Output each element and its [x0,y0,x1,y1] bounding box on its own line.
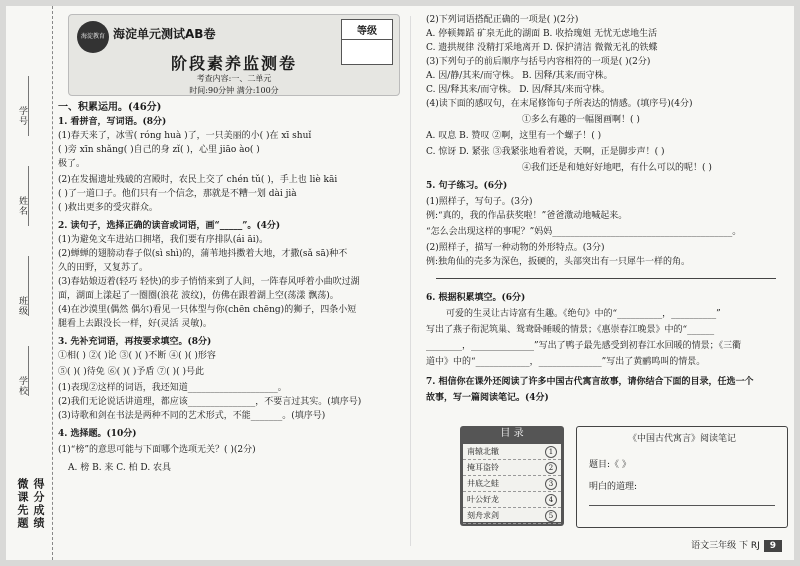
list-item: 刻舟求剑 5 [463,508,561,524]
question-line: ( )了一道口子。他们只有一个信念，那就是不糟一划 dài jià [58,189,297,199]
question-line: 久的田野，又复苏了。 [58,263,149,273]
question-line: A. 因/静/其来/而守株。 B. 因释/其来/而守株。 [426,71,613,81]
question-line: (2)下列词语搭配正确的一项是( )(2分) [426,15,579,25]
question-line: (2)在发掘遗址残破的宫殿时，农民上交了 chén tǔ( )，手上也 liè kāi [58,175,338,185]
question-line: (1)为避免文车进站口拥堵，我们要有序排队(ái āi)。 [58,235,269,245]
question-line: 写出了燕子衔泥筑巢、鸳鸯卧睡暖的情景；《惠崇春江晚景》中的“______ [426,325,715,335]
exam-header [68,14,400,96]
note-field-title[interactable]: 题目:《 》 [589,460,631,470]
fold-text: 微课先题 [16,478,29,530]
right-page [426,10,786,556]
question-2: 2. 读句子，选择正确的读音或词语，画“_____”。(4分) [58,221,281,231]
question-line: 极了。 [58,159,86,169]
table-of-contents [460,426,564,526]
binding-line [28,166,29,226]
question-line: ________，______________”写出了鸭子最先感受到初春江水回暖的情景；《三衢 [426,341,742,351]
question-7: 7. 相信你在课外还阅读了许多中国古代寓言故事，请你结合下面的目录，任选一个 [426,377,754,387]
question-line: A. 叹息 B. 赞叹 ②啊，这里有一个螺子！( ) [426,131,602,141]
question-line: C. 惊讶 D. 紧张 ③我紧张地看着说，天啊，正是脚步声！( ) [426,147,665,157]
question-line: (4)读下面的感叹句，在末尾修饰句子所表达的情感。(填序号)(4分) [426,99,693,109]
class-label: 班级 [17,296,27,316]
question-line: A. 停顿舞蹈 矿泉无此的湖面 B. 收拾瑰姐 无忧无虑地生活 [426,29,658,39]
note-field-lesson[interactable]: 明白的道理: [589,482,638,492]
question-6: 6. 根据积累填空。(6分) [426,293,526,303]
question-line: (1)表现②这样的词语，我还知道____________________。 [58,383,287,393]
question-line: ④我们还是和她好好地吧，有什么可以的呢！( ) [522,163,712,173]
answer-line[interactable] [436,278,776,279]
question-line: C. 遗拱规律 没精打采地离开 D. 保护清洁 微微无礼的铁蝶 [426,43,658,53]
question-line: ⑤( )( )待免 ⑥( )( )予盾 ⑦( )( )号此 [58,367,205,377]
grade-label: 等级 [342,20,392,40]
question-line: ( )旁 xīn shǎng( )自己的身 zǐ( )，心里 jiāo ào( ) [58,145,260,155]
question-line: ( )救出更多的受灾群众。 [58,203,158,213]
brand-title: 海淀单元测试AB卷 [113,27,216,41]
fold-text-2: 得分成绩 [32,478,45,530]
question-line: (2)蝉蝉的翅膀动春子似(sì shì)的，蒲苇地抖擞着大地，才撒(sǎ sā)种不 [58,249,348,259]
question-line: “怎么会出现这样的事呢？”妈妈________________________________________。 [426,227,742,237]
page-title: 阶段素养监测卷 [170,54,297,73]
question-line: 道中》中的“____________，______________”写出了黄鹂鸣叫的情景。 [426,357,706,367]
question-1: 1. 看拼音，写词语。(8分) [58,117,167,127]
question-line: C. 因/释其来/而守株。 D. 因/释其/来而守株。 [426,85,610,95]
section-heading: 一、积累运用。(46分) [58,102,162,113]
exam-sheet [6,6,794,560]
question-line: (2)照样子，描写一种动物的外形特点。(3分) [426,243,605,253]
binding-line [28,256,29,316]
question-3: 3. 先补充词语，再按要求填空。(8分) [58,337,212,347]
school-label: 学校 [17,376,27,396]
toc-title: 目 录 [500,428,524,439]
logo-icon: 海淀教育 [77,21,109,53]
exam-scope: 考查内容:一、二单元 [196,74,272,83]
question-line: (1)“榜”的意思可能与下面哪个选项无关？( )(2分) [58,445,256,455]
note-title: 《中国古代寓言》阅读笔记 [627,434,736,444]
list-item: 掩耳盗铃 2 [463,460,561,476]
list-item: 叶公好龙 4 [463,492,561,508]
question-4: 4. 选择题。(10分) [58,429,137,439]
reading-note-box [576,426,788,528]
question-line: 例:“真的，我的作品获奖啦！”爸爸激动地喊起来。 [426,211,628,221]
question-line: 故事，写一篇阅读笔记。(4分) [426,393,549,403]
answer-options: A. 榜 B. 来 C. 柏 D. 农具 [68,463,172,473]
list-item: 南辕北辙 1 [463,444,561,460]
question-line: ①多么有趣的一幅图画啊！( ) [522,115,640,125]
question-line: (3)春姑娘迈着(轻巧 轻快)的步子悄悄来到了人间，一阵春风呼着小曲吹过湖 [58,277,360,287]
left-page [58,10,398,556]
question-line: (2)我们无论说话讲道理，都应该_______________，不要言过其实。(填序号) [58,397,362,407]
question-line: (4)在沙漠里(偶然 偶尔)看见一只体型与你(chēn chēng)的狮子，四条小短 [58,305,357,315]
question-line: (3)下列句子的前后顺序与括号内容相符的一项是( )(2分) [426,57,651,67]
question-line: (1)春天来了，冰雪( róng huà )了，一只美丽的小( )在 xī shuǐ [58,131,312,141]
question-line: 腿看上去跟没长一样，好(灵活 灵敏)。 [58,319,212,329]
question-line: 例:独角仙的壳多为深色，扳硬的，头部突出有一只犀牛一样的角。 [426,257,691,267]
question-5: 5. 句子练习。(6分) [426,181,508,191]
page-footer: 语文三年级 下 RJ 9 [691,538,782,552]
student-number-label: 学号 [17,106,27,126]
answer-line[interactable] [589,505,775,506]
binding-line [28,346,29,396]
question-line: (1)照样子，写句子。(3分) [426,197,533,207]
question-line: 可爱的生灵让古诗富有生趣。《绝句》中的“__________，__________” [446,309,721,319]
exam-meta: 时间:90分钟 满分:100分 [189,86,279,95]
page-number: 9 [764,540,782,552]
question-line: 面，湖面上漾起了一圈圈(浪花 波纹)，仿佛在跟着湖上空(荡漾 飘荡)。 [58,291,339,301]
list-item: 井底之蛙 3 [463,476,561,492]
page-divider [410,16,411,546]
question-line: (3)诗歌和剑在书法是两种不同的艺术形式，不能_______。(填序号) [58,411,326,421]
question-line: ①相( ) ②( )论 ③( )( )不断 ④( )( )形容 [58,351,216,361]
binding-strip [6,6,53,560]
binding-line [28,76,29,136]
toc-list [463,444,561,522]
student-name-label: 姓名 [17,196,27,216]
